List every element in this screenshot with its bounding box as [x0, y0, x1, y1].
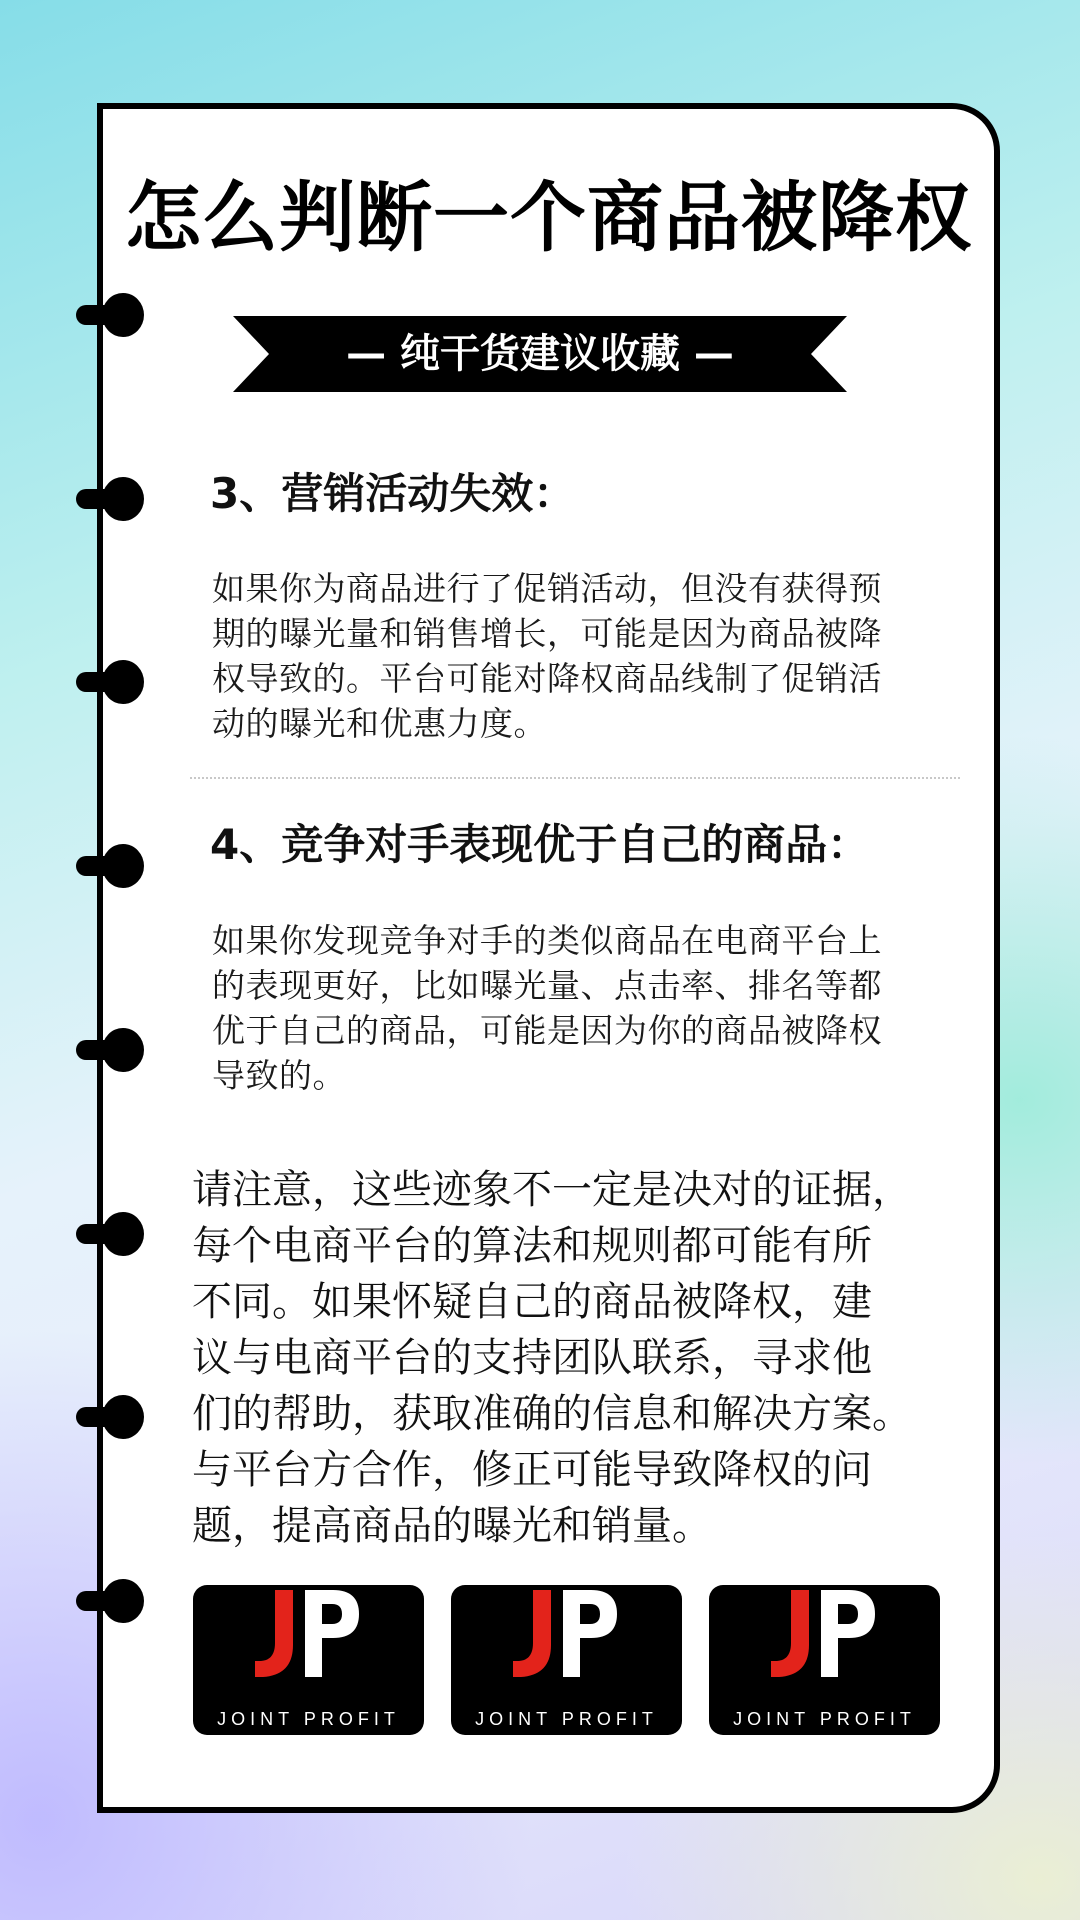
page-title: 怎么判断一个商品被降权: [125, 173, 972, 262]
note-line: 每个电商平台的算法和规则都可能有所: [192, 1223, 872, 1269]
joint-profit-logo: [193, 1585, 424, 1735]
logo-caption: JOINT PROFIT: [475, 1709, 658, 1729]
paragraph-line: 优于自己的商品，可能是因为你的商品被降权: [212, 1011, 882, 1050]
binder-ring-icon: [76, 1028, 146, 1070]
binder-ring-icon: [76, 1395, 146, 1437]
subtitle-ribbon: [233, 313, 847, 395]
note-line: 议与电商平台的支持团队联系，寻求他: [192, 1335, 872, 1381]
paragraph-line: 导致的。: [212, 1056, 346, 1095]
paragraph-line: 如果你发现竞争对手的类似商品在电商平台上: [212, 921, 882, 960]
joint-profit-logo: [709, 1585, 940, 1735]
binder-ring-icon: [76, 1579, 146, 1621]
section-heading: 4、竞争对手表现优于自己的商品：: [210, 820, 870, 869]
note-line: 与平台方合作，修正可能导致降权的问: [192, 1447, 872, 1493]
note-line: 请注意，这些迹象不一定是决对的证据，: [192, 1167, 912, 1213]
paragraph-line: 如果你为商品进行了促销活动，但没有获得预: [212, 569, 882, 608]
joint-profit-logo: [451, 1585, 682, 1735]
section-divider: [190, 777, 960, 779]
paragraph-line: 动的曝光和优惠力度。: [212, 704, 547, 743]
binder-ring-icon: [76, 660, 146, 702]
section-paragraph: [212, 918, 954, 1098]
binder-ring-icon: [76, 477, 146, 519]
binder-ring-icon: [76, 293, 146, 335]
section-paragraph: [212, 566, 954, 746]
note-line: 题，提高商品的曝光和销量。: [192, 1503, 712, 1549]
paragraph-line: 期的曝光量和销售增长，可能是因为商品被降: [212, 614, 882, 653]
note-line: 不同。如果怀疑自己的商品被降权，建: [192, 1279, 872, 1325]
paragraph-line: 的表现更好，比如曝光量、点击率、排名等都: [212, 966, 882, 1005]
note-line: 们的帮助，获取准确的信息和解决方案。: [192, 1391, 912, 1437]
section-heading: 3、营销活动失效：: [210, 469, 576, 518]
closing-note: [192, 1162, 962, 1554]
ribbon-label: — 纯干货建议收藏 —: [346, 331, 734, 377]
paragraph-line: 权导致的。平台可能对降权商品线制了促销活: [212, 659, 882, 698]
binder-ring-icon: [76, 1212, 146, 1254]
logo-caption: JOINT PROFIT: [217, 1709, 400, 1729]
binder-ring-icon: [76, 844, 146, 886]
logo-caption: JOINT PROFIT: [733, 1709, 916, 1729]
